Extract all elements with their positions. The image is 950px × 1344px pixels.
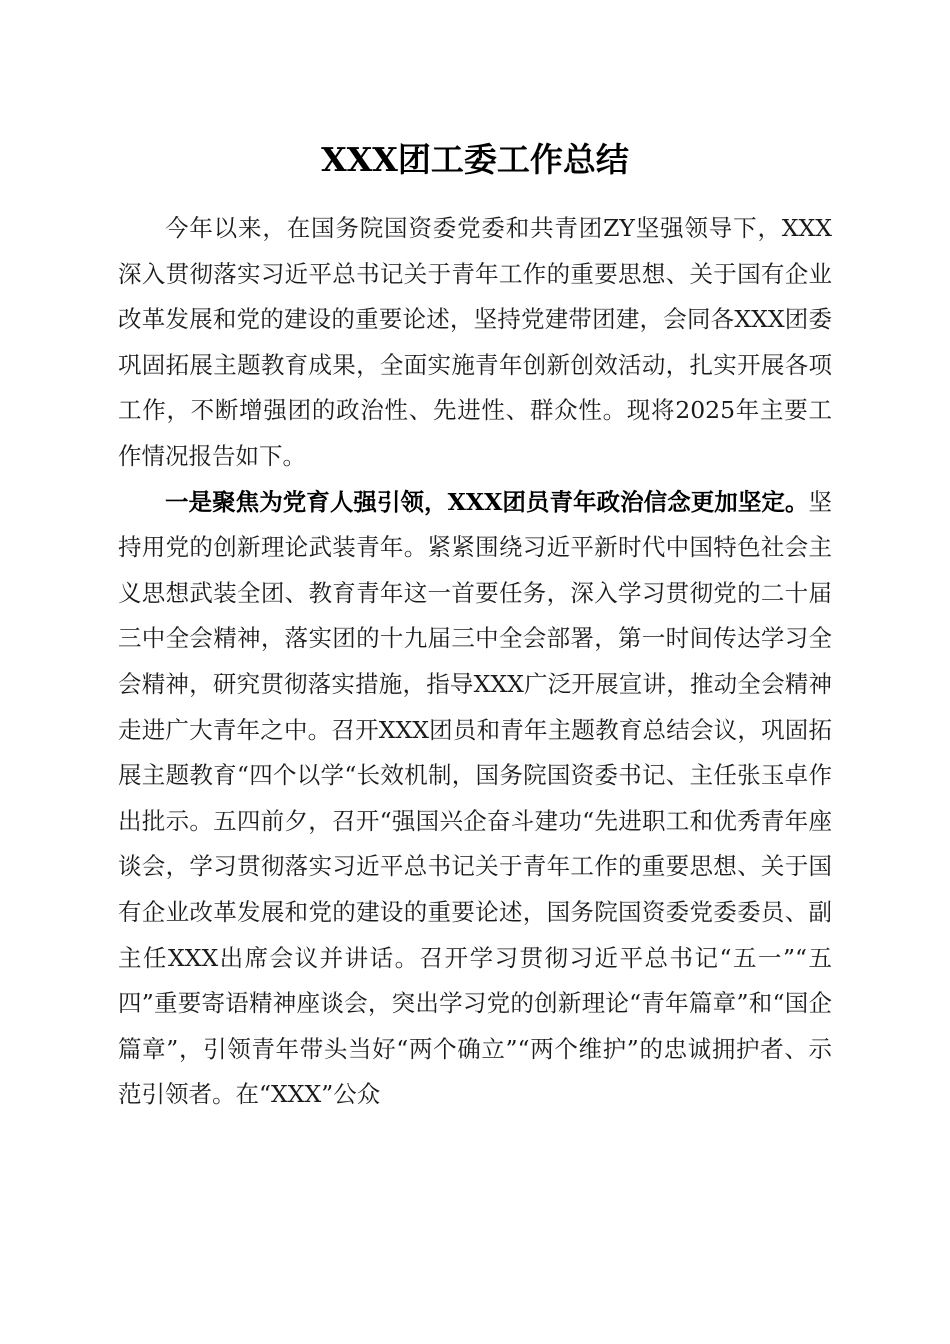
document-title: XXX团工委工作总结 — [321, 140, 629, 179]
paragraph-intro-text: 今年以来，在国务院国资委党委和共青团ZY坚强领导下，XXX深入贯彻落实习近平总书记关于青年工作的重要思想、关于国有企业改革发展和党的建设的重要论述，坚持党建带团建，会同各XXX团委巩固拓展主题教育成果，全面实施青年创新创效活动，扎实开展各项工作，不断增强团的政治性、先进性、群众性。现将2025年主要工作情况报告如下。 — [118, 214, 832, 470]
paragraph-section-one-lead: 一是聚焦为党育人强引领，XXX团员青年政治信念更加坚定。 — [165, 487, 809, 516]
document-body — [118, 206, 832, 1118]
paragraph-section-one-text: 坚持用党的创新理论武装青年。紧紧围绕习近平新时代中国特色社会主义思想武装全团、教育青年这一首要任务，深入学习贯彻党的二十届三中全会精神，落实团的十九届三中全会部署，第一时间传达学习全会精神，研究贯彻落实措施，指导XXX广泛开展宣讲，推动全会精神走进广大青年之中。召开XXX团员和青年主题教育总结会议，巩固拓展主题教育“四个以学“长效机制，国务院国资委书记、主任张玉卓作出批示。五四前夕，召开“强国兴企奋斗建功“先进职工和优秀青年座谈会，学习贯彻落实习近平总书记关于青年工作的重要思想、关于国有企业改革发展和党的建设的重要论述，国务院国资委党委委员、副主任XXX出席会议并讲话。召开学习贯彻习近平总书记“五一”“五四”重要寄语精神座谈会，突出学习党的创新理论“青年篇章”和“国企篇章”，引领青年带头当好“两个确立”“两个维护”的忠诚拥护者、示范引领者。在“XXX”公众 — [118, 487, 832, 1109]
paragraph-intro — [118, 206, 832, 480]
paragraph-section-one — [118, 480, 832, 1118]
